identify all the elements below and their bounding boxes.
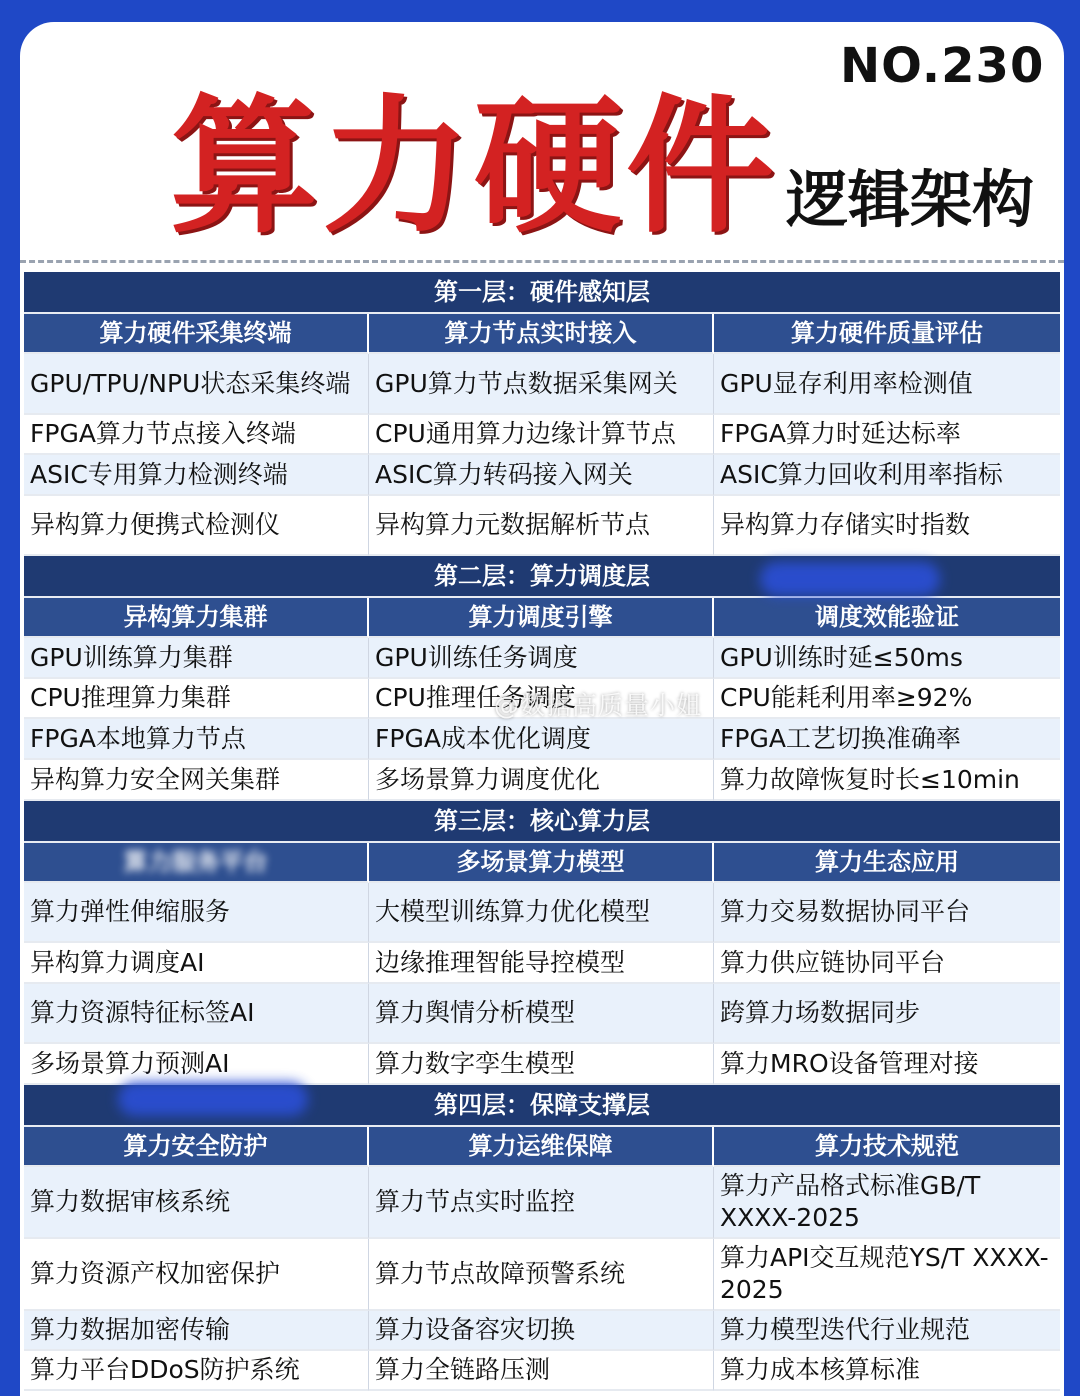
table-row <box>24 455 1060 496</box>
table-cell: FPGA工艺切换准确率 <box>714 719 1060 760</box>
table-cell: 算力API交互规范YS/T XXXX-2025 <box>714 1239 1060 1311</box>
layer-title: 第三层：核心算力层 <box>24 801 1060 843</box>
table-cell: 算力模型迭代行业规范 <box>714 1311 1060 1351</box>
redaction-smudge <box>760 562 940 596</box>
main-title: 算力硬件 <box>170 81 778 253</box>
table-row <box>24 719 1060 760</box>
table-cell: 多场景算力预测AI <box>24 1044 369 1085</box>
table-cell: 多场景算力调度优化 <box>369 760 714 801</box>
column-header-row <box>24 843 1060 883</box>
column-header: 算力节点实时接入 <box>369 314 714 354</box>
table-cell: GPU训练时延≤50ms <box>714 638 1060 679</box>
poster-header <box>20 22 1064 272</box>
table-cell: CPU推理算力集群 <box>24 679 369 719</box>
table-cell: GPU显存利用率检测值 <box>714 354 1060 415</box>
column-header: 算力运维保障 <box>369 1127 714 1167</box>
table-cell: 算力数字孪生模型 <box>369 1044 714 1085</box>
table-cell: 算力资源特征标签AI <box>24 984 369 1044</box>
table-cell: 算力节点故障预警系统 <box>369 1239 714 1311</box>
redaction-smudge <box>118 1082 308 1116</box>
table-cell: FPGA本地算力节点 <box>24 719 369 760</box>
table-row <box>24 760 1060 801</box>
table-cell: 算力平台DDoS防护系统 <box>24 1351 369 1391</box>
column-header: 调度效能验证 <box>714 598 1060 638</box>
table-cell: 算力设备容灾切换 <box>369 1311 714 1351</box>
table-cell: GPU算力节点数据采集网关 <box>369 354 714 415</box>
table-cell: ASIC算力回收利用率指标 <box>714 455 1060 496</box>
layer-title: 第二层：算力调度层 <box>24 556 1060 598</box>
table-row <box>24 1311 1060 1351</box>
table-cell: 算力舆情分析模型 <box>369 984 714 1044</box>
table-cell: 算力供应链协同平台 <box>714 943 1060 984</box>
column-header: 算力硬件质量评估 <box>714 314 1060 354</box>
column-header <box>24 843 369 883</box>
table-cell: ASIC专用算力检测终端 <box>24 455 369 496</box>
table-cell: 边缘推理智能导控模型 <box>369 943 714 984</box>
dashed-divider <box>20 260 1064 263</box>
table-row <box>24 1167 1060 1239</box>
architecture-table <box>24 272 1060 1391</box>
table-cell: 算力数据审核系统 <box>24 1167 369 1239</box>
table-row <box>24 1044 1060 1085</box>
table-cell: 算力数据加密传输 <box>24 1311 369 1351</box>
table-cell: FPGA算力节点接入终端 <box>24 415 369 455</box>
blurred-column-label: 算力服务平台 <box>123 848 268 876</box>
column-header-row <box>24 314 1060 354</box>
table-cell: 跨算力场数据同步 <box>714 984 1060 1044</box>
column-header: 异构算力集群 <box>24 598 369 638</box>
table-cell: 算力交易数据协同平台 <box>714 883 1060 943</box>
table-cell: 异构算力便携式检测仪 <box>24 496 369 556</box>
table-row <box>24 354 1060 415</box>
table-row <box>24 943 1060 984</box>
table-cell: 算力成本核算标准 <box>714 1351 1060 1391</box>
column-header-row <box>24 1127 1060 1167</box>
table-row <box>24 883 1060 943</box>
table-cell: FPGA成本优化调度 <box>369 719 714 760</box>
column-header: 算力调度引擎 <box>369 598 714 638</box>
sub-title: 逻辑架构 <box>786 163 1035 236</box>
table-cell: GPU/TPU/NPU状态采集终端 <box>24 354 369 415</box>
table-cell: 异构算力存储实时指数 <box>714 496 1060 556</box>
table-cell: CPU推理任务调度 <box>369 679 714 719</box>
table-cell: CPU能耗利用率≥92% <box>714 679 1060 719</box>
column-header: 算力安全防护 <box>24 1127 369 1167</box>
table-row <box>24 984 1060 1044</box>
table-row <box>24 1351 1060 1391</box>
table-cell: 算力资源产权加密保护 <box>24 1239 369 1311</box>
layer-title: 第四层：保障支撑层 <box>24 1085 1060 1127</box>
table-cell: 大模型训练算力优化模型 <box>369 883 714 943</box>
table-row <box>24 496 1060 556</box>
table-row <box>24 415 1060 455</box>
layer-title: 第一层：硬件感知层 <box>24 272 1060 314</box>
column-header: 算力硬件采集终端 <box>24 314 369 354</box>
table-cell: 异构算力安全网关集群 <box>24 760 369 801</box>
table-cell: 异构算力元数据解析节点 <box>369 496 714 556</box>
table-cell: 算力产品格式标准GB/T XXXX-2025 <box>714 1167 1060 1239</box>
table-cell: GPU训练算力集群 <box>24 638 369 679</box>
table-cell: ASIC算力转码接入网关 <box>369 455 714 496</box>
table-cell: 算力MRO设备管理对接 <box>714 1044 1060 1085</box>
issue-number: NO.230 <box>840 38 1045 94</box>
table-cell: 算力全链路压测 <box>369 1351 714 1391</box>
column-header: 多场景算力模型 <box>369 843 714 883</box>
table-cell: 算力节点实时监控 <box>369 1167 714 1239</box>
table-row <box>24 638 1060 679</box>
table-cell: 异构算力调度AI <box>24 943 369 984</box>
column-header-row <box>24 598 1060 638</box>
table-row <box>24 1239 1060 1311</box>
table-cell: 算力故障恢复时长≤10min <box>714 760 1060 801</box>
column-header: 算力技术规范 <box>714 1127 1060 1167</box>
column-header: 算力生态应用 <box>714 843 1060 883</box>
table-cell: CPU通用算力边缘计算节点 <box>369 415 714 455</box>
watermark: @数据高质量小姐 <box>494 691 703 720</box>
table-cell: FPGA算力时延达标率 <box>714 415 1060 455</box>
table-cell: 算力弹性伸缩服务 <box>24 883 369 943</box>
table-cell: GPU训练任务调度 <box>369 638 714 679</box>
